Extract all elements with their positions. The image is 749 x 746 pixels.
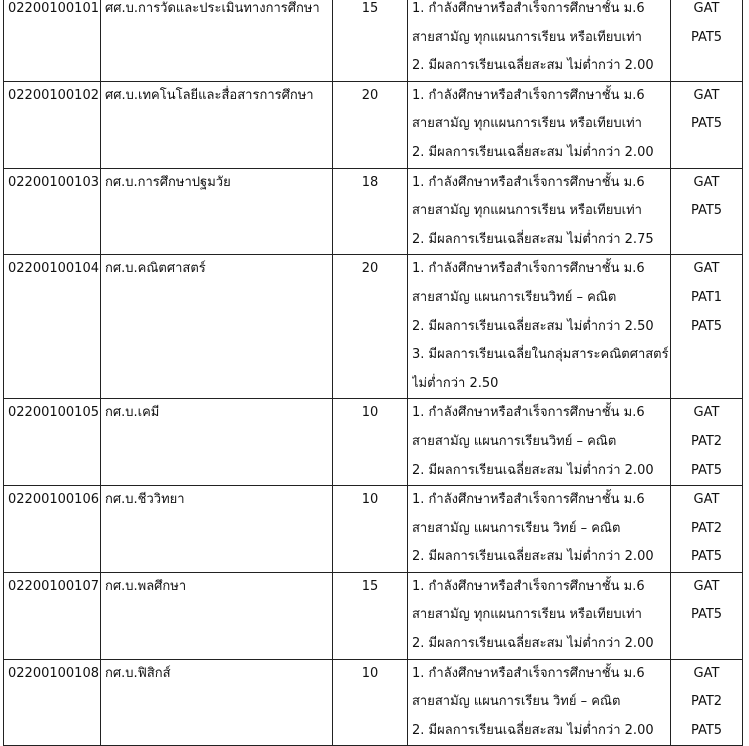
test-code: PAT5 xyxy=(690,549,723,565)
requirement-line: สายสามัญ ทุกแผนการเรียน หรือเทียบเท่า xyxy=(412,29,642,45)
test-code: GAT xyxy=(693,492,720,508)
requirement-line: 2. มีผลการเรียนเฉลี่ยสะสม ไม่ต่ำกว่า 2.00 xyxy=(412,636,654,652)
table-row xyxy=(4,81,743,168)
seat-count: 15 xyxy=(361,578,379,594)
requirements-cell xyxy=(408,572,671,659)
test-code: PAT5 xyxy=(690,116,723,132)
program-code-cell xyxy=(4,81,101,168)
requirement-line: 2. มีผลการเรียนเฉลี่ยสะสม ไม่ต่ำกว่า 2.75 xyxy=(412,231,654,247)
tests-cell xyxy=(671,81,743,168)
requirement-line: 1. กำลังศึกษาหรือสำเร็จการศึกษาชั้น ม.6 xyxy=(412,405,645,421)
program-code: 02200100105 xyxy=(8,405,99,421)
seats-cell xyxy=(333,486,408,573)
program-code: 02200100102 xyxy=(8,87,99,103)
seat-count: 20 xyxy=(361,261,379,277)
seat-count: 20 xyxy=(361,87,379,103)
requirement-line: สายสามัญ ทุกแผนการเรียน หรือเทียบเท่า xyxy=(412,203,642,219)
seat-count: 10 xyxy=(361,405,379,421)
test-code: PAT5 xyxy=(690,462,723,478)
seats-cell xyxy=(333,168,408,255)
requirement-line: 1. กำลังศึกษาหรือสำเร็จการศึกษาชั้น ม.6 xyxy=(412,665,645,681)
test-code: PAT2 xyxy=(690,433,723,449)
test-code: PAT1 xyxy=(690,289,723,305)
table-row xyxy=(4,572,743,659)
tests-cell xyxy=(671,486,743,573)
test-code: PAT2 xyxy=(690,520,723,536)
program-code: 02200100101 xyxy=(8,1,99,16)
seats-cell xyxy=(333,81,408,168)
test-code: GAT xyxy=(693,1,720,16)
requirement-line: 2. มีผลการเรียนเฉลี่ยสะสม ไม่ต่ำกว่า 2.00 xyxy=(412,462,654,478)
requirements-cell xyxy=(408,168,671,255)
requirement-line: 1. กำลังศึกษาหรือสำเร็จการศึกษาชั้น ม.6 xyxy=(412,578,645,594)
test-code: PAT5 xyxy=(690,722,723,738)
tests-cell xyxy=(671,168,743,255)
tests-cell xyxy=(671,572,743,659)
program-code: 02200100106 xyxy=(8,492,99,508)
requirement-line: 3. มีผลการเรียนเฉลี่ยในกลุ่มสาระคณิตศาสตร์ xyxy=(412,347,669,363)
seats-cell xyxy=(333,572,408,659)
program-code-cell xyxy=(4,255,101,399)
requirements-cell xyxy=(408,659,671,746)
program-name-cell xyxy=(101,659,333,746)
test-code: GAT xyxy=(693,665,720,681)
table-row xyxy=(4,0,743,81)
seat-count: 15 xyxy=(361,1,379,16)
program-name-cell xyxy=(101,168,333,255)
seats-cell xyxy=(333,255,408,399)
program-name-cell xyxy=(101,255,333,399)
program-code: 02200100107 xyxy=(8,578,99,594)
program-code: 02200100108 xyxy=(8,665,99,681)
seats-cell xyxy=(333,659,408,746)
requirement-line: ไม่ต่ำกว่า 2.50 xyxy=(412,375,499,391)
program-name: ศศ.บ.การวัดและประเมินทางการศึกษา xyxy=(105,1,320,16)
program-name-cell xyxy=(101,0,333,81)
requirement-line: สายสามัญ แผนการเรียน วิทย์ – คณิต xyxy=(412,694,621,710)
program-name-cell xyxy=(101,572,333,659)
test-code: GAT xyxy=(693,405,720,421)
requirement-line: สายสามัญ ทุกแผนการเรียน หรือเทียบเท่า xyxy=(412,116,642,132)
program-name: กศ.บ.ฟิสิกส์ xyxy=(105,665,171,681)
table-body xyxy=(4,0,743,746)
program-name: กศ.บ.เคมี xyxy=(105,405,160,421)
tests-cell xyxy=(671,255,743,399)
requirement-line: สายสามัญ แผนการเรียนวิทย์ – คณิต xyxy=(412,433,617,449)
requirements-cell xyxy=(408,0,671,81)
program-name: กศ.บ.คณิตศาสตร์ xyxy=(105,261,206,277)
admission-table xyxy=(3,0,743,746)
seats-cell xyxy=(333,0,408,81)
requirement-line: 1. กำลังศึกษาหรือสำเร็จการศึกษาชั้น ม.6 xyxy=(412,261,645,277)
requirement-line: 2. มีผลการเรียนเฉลี่ยสะสม ไม่ต่ำกว่า 2.50 xyxy=(412,318,654,334)
requirement-line: 2. มีผลการเรียนเฉลี่ยสะสม ไม่ต่ำกว่า 2.00 xyxy=(412,722,654,738)
program-code-cell xyxy=(4,399,101,486)
seat-count: 18 xyxy=(361,174,379,190)
requirement-line: สายสามัญ ทุกแผนการเรียน หรือเทียบเท่า xyxy=(412,607,642,623)
requirements-cell xyxy=(408,399,671,486)
program-code-cell xyxy=(4,659,101,746)
requirement-line: 1. กำลังศึกษาหรือสำเร็จการศึกษาชั้น ม.6 xyxy=(412,492,645,508)
requirements-cell xyxy=(408,81,671,168)
table-row xyxy=(4,659,743,746)
program-code-cell xyxy=(4,572,101,659)
program-code-cell xyxy=(4,486,101,573)
program-code-cell xyxy=(4,168,101,255)
test-code: GAT xyxy=(693,87,720,103)
test-code: PAT5 xyxy=(690,607,723,623)
requirement-line: 1. กำลังศึกษาหรือสำเร็จการศึกษาชั้น ม.6 xyxy=(412,1,645,16)
test-code: PAT2 xyxy=(690,694,723,710)
requirement-line: 2. มีผลการเรียนเฉลี่ยสะสม ไม่ต่ำกว่า 2.00 xyxy=(412,58,654,74)
program-name-cell xyxy=(101,81,333,168)
program-code: 02200100104 xyxy=(8,261,99,277)
requirements-cell xyxy=(408,486,671,573)
tests-cell xyxy=(671,0,743,81)
program-name-cell xyxy=(101,399,333,486)
requirement-line: สายสามัญ แผนการเรียน วิทย์ – คณิต xyxy=(412,520,621,536)
test-code: GAT xyxy=(693,174,720,190)
requirement-line: 1. กำลังศึกษาหรือสำเร็จการศึกษาชั้น ม.6 xyxy=(412,174,645,190)
test-code: PAT5 xyxy=(690,318,723,334)
seats-cell xyxy=(333,399,408,486)
requirement-line: 1. กำลังศึกษาหรือสำเร็จการศึกษาชั้น ม.6 xyxy=(412,87,645,103)
requirement-line: 2. มีผลการเรียนเฉลี่ยสะสม ไม่ต่ำกว่า 2.00 xyxy=(412,144,654,160)
program-name: ศศ.บ.เทคโนโลยีและสื่อสารการศึกษา xyxy=(105,87,314,103)
requirement-line: สายสามัญ แผนการเรียนวิทย์ – คณิต xyxy=(412,289,617,305)
program-name-cell xyxy=(101,486,333,573)
test-code: PAT5 xyxy=(690,29,723,45)
test-code: GAT xyxy=(693,578,720,594)
table-row xyxy=(4,255,743,399)
program-code-cell xyxy=(4,0,101,81)
tests-cell xyxy=(671,399,743,486)
program-name: กศ.บ.การศึกษาปฐมวัย xyxy=(105,174,231,190)
test-code: GAT xyxy=(693,261,720,277)
program-name: กศ.บ.ชีววิทยา xyxy=(105,492,185,508)
seat-count: 10 xyxy=(361,665,379,681)
seat-count: 10 xyxy=(361,492,379,508)
table-row xyxy=(4,399,743,486)
test-code: PAT5 xyxy=(690,203,723,219)
table-row xyxy=(4,168,743,255)
table-row xyxy=(4,486,743,573)
requirements-cell xyxy=(408,255,671,399)
program-code: 02200100103 xyxy=(8,174,99,190)
tests-cell xyxy=(671,659,743,746)
program-name: กศ.บ.พลศึกษา xyxy=(105,578,187,594)
requirement-line: 2. มีผลการเรียนเฉลี่ยสะสม ไม่ต่ำกว่า 2.00 xyxy=(412,549,654,565)
